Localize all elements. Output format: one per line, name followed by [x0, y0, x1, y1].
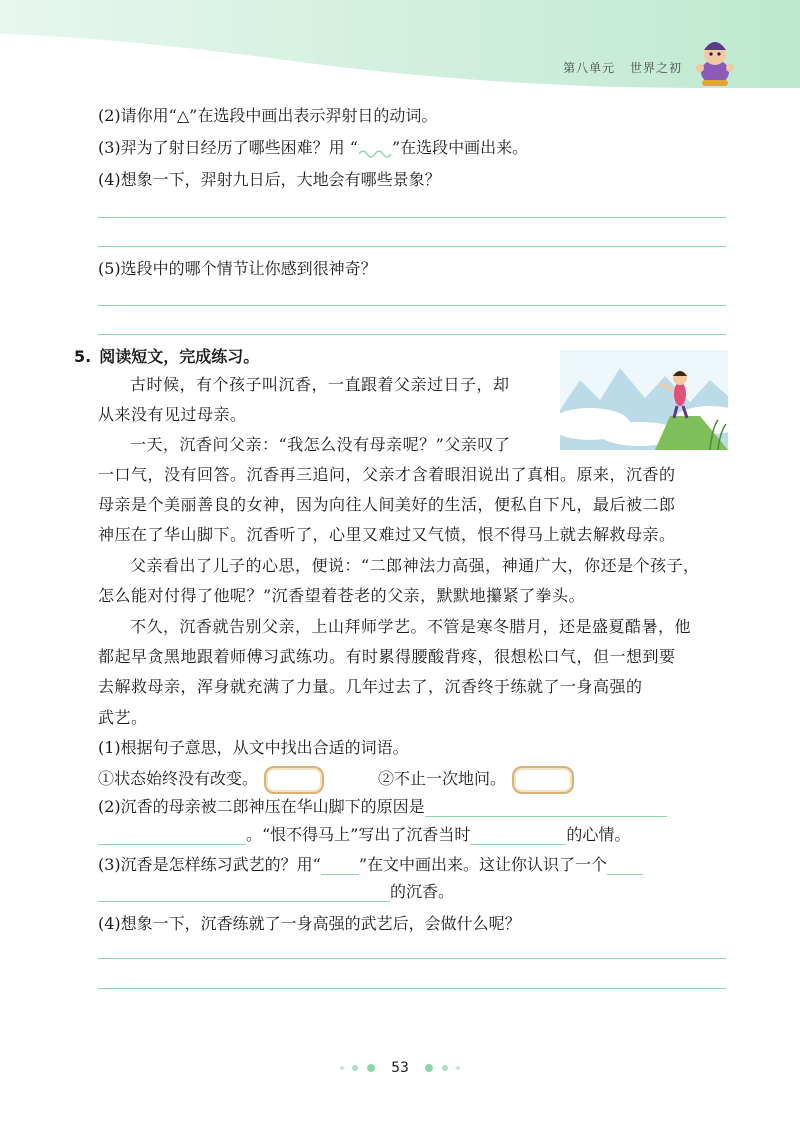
sub-question-4: (4)想象一下，沉香练就了一身高强的武艺后，会做什么呢？ [98, 914, 521, 933]
passage-line: 神压在了华山脚下。沉香听了，心里又难过又气愤，恨不得马上就去解救母亲。 [98, 525, 676, 544]
answer-box-b[interactable] [512, 766, 574, 794]
sub3-text-a: (3)沉香是怎样练习武艺的？用“ [98, 855, 321, 874]
sub1-item-a: ①状态始终没有改变。 [98, 769, 259, 788]
passage-line: 怎么能对付得了他呢？”沉香望着苍老的父亲，默默地攥紧了拳头。 [98, 586, 586, 605]
wavy-line-icon [358, 144, 392, 158]
answer-line[interactable] [98, 246, 726, 247]
question-number: 5. [74, 347, 92, 366]
passage-line: 不久，沉香就告别父亲，上山拜师学艺。不管是寒冬腊月，还是盛夏酷暑，他 [130, 617, 692, 636]
passage-line: 母亲是个美丽善良的女神，因为向往人间美好的生活，便私自下凡，最后被二郎 [98, 495, 676, 514]
dot-icon [456, 1066, 460, 1070]
header-band [0, 0, 800, 100]
mascot-icon [692, 34, 738, 90]
page-number: 53 [391, 1060, 409, 1076]
dot-icon [442, 1065, 448, 1071]
prev-q3-text-b: ”在选段中画出来。 [391, 138, 529, 157]
sub2-text-b: 。“恨不得马上”写出了沉香当时 [246, 825, 471, 844]
page-footer [0, 1060, 800, 1076]
sub-question-1-items [98, 763, 574, 795]
unit-title: 世界之初 [629, 61, 682, 75]
straight-line-sample [321, 856, 359, 875]
sub2-text-a: (2)沉香的母亲被二郎神压在华山脚下的原因是 [98, 797, 425, 816]
dot-icon [425, 1064, 433, 1072]
dot-icon [367, 1064, 375, 1072]
sub-question-3-line2 [98, 882, 454, 902]
answer-line[interactable] [98, 988, 726, 989]
passage-line: 父亲看出了儿子的心思，便说：“二郎神法力高强，神通广大，你还是个孩子， [130, 556, 700, 575]
prev-q3-text-a: (3)羿为了射日经历了哪些困难？用 “ [98, 138, 358, 157]
answer-line[interactable] [98, 958, 726, 959]
passage-line: 从来没有见过母亲。 [98, 405, 247, 424]
sub-question-1: (1)根据句子意思，从文中找出合适的词语。 [98, 738, 409, 757]
dot-icon [340, 1066, 344, 1070]
passage-line: 都起早贪黑地跟着师傅习武练功。有时累得腰酸背疼，很想松口气，但一想到要 [98, 647, 676, 666]
prev-q3 [98, 138, 528, 158]
sub-question-3-line1 [98, 855, 643, 875]
answer-blank[interactable] [607, 856, 643, 875]
prev-q4: (4)想象一下，羿射九日后，大地会有哪些景象？ [98, 170, 441, 189]
passage-line: 去解救母亲，浑身就充满了力量。几年过去了，沉香终于练就了一身高强的 [98, 677, 643, 696]
answer-blank[interactable] [98, 826, 246, 845]
passage-line: 古时候，有个孩子叫沉香，一直跟着父亲过日子，却 [130, 375, 510, 394]
passage-line: 一口气，没有回答。沉香再三追问，父亲才含着眼泪说出了真相。原来，沉香的 [98, 465, 676, 484]
answer-line[interactable] [98, 217, 726, 218]
answer-blank[interactable] [470, 826, 566, 845]
sub3-text-b: ”在文中画出来。这让你认识了一个 [358, 855, 608, 874]
sub-question-2-line1 [98, 797, 667, 817]
sub3-text-c: 的沉香。 [390, 882, 455, 901]
sub1-item-b: ②不止一次地问。 [378, 769, 507, 788]
dot-icon [352, 1065, 358, 1071]
passage-line: 一天，沉香问父亲：“我怎么没有母亲呢？”父亲叹了 [130, 435, 511, 454]
prev-q2: (2)请你用“△”在选段中画出表示羿射日的动词。 [98, 106, 438, 125]
prev-q5: (5)选段中的哪个情节让你感到很神奇？ [98, 259, 377, 278]
answer-line[interactable] [98, 305, 726, 306]
header-unit-title [553, 59, 682, 76]
question-instruction: 阅读短文，完成练习。 [99, 347, 260, 366]
answer-blank[interactable] [425, 798, 667, 817]
sub2-text-c: 的心情。 [566, 825, 631, 844]
story-illustration [560, 350, 728, 450]
answer-line[interactable] [98, 334, 726, 335]
answer-blank[interactable] [98, 883, 390, 902]
unit-label: 第八单元 [563, 61, 616, 75]
sub-question-2-line2 [98, 825, 630, 845]
passage-line: 武艺。 [98, 708, 148, 727]
question-5-title [74, 344, 259, 367]
answer-box-a[interactable] [264, 766, 324, 794]
